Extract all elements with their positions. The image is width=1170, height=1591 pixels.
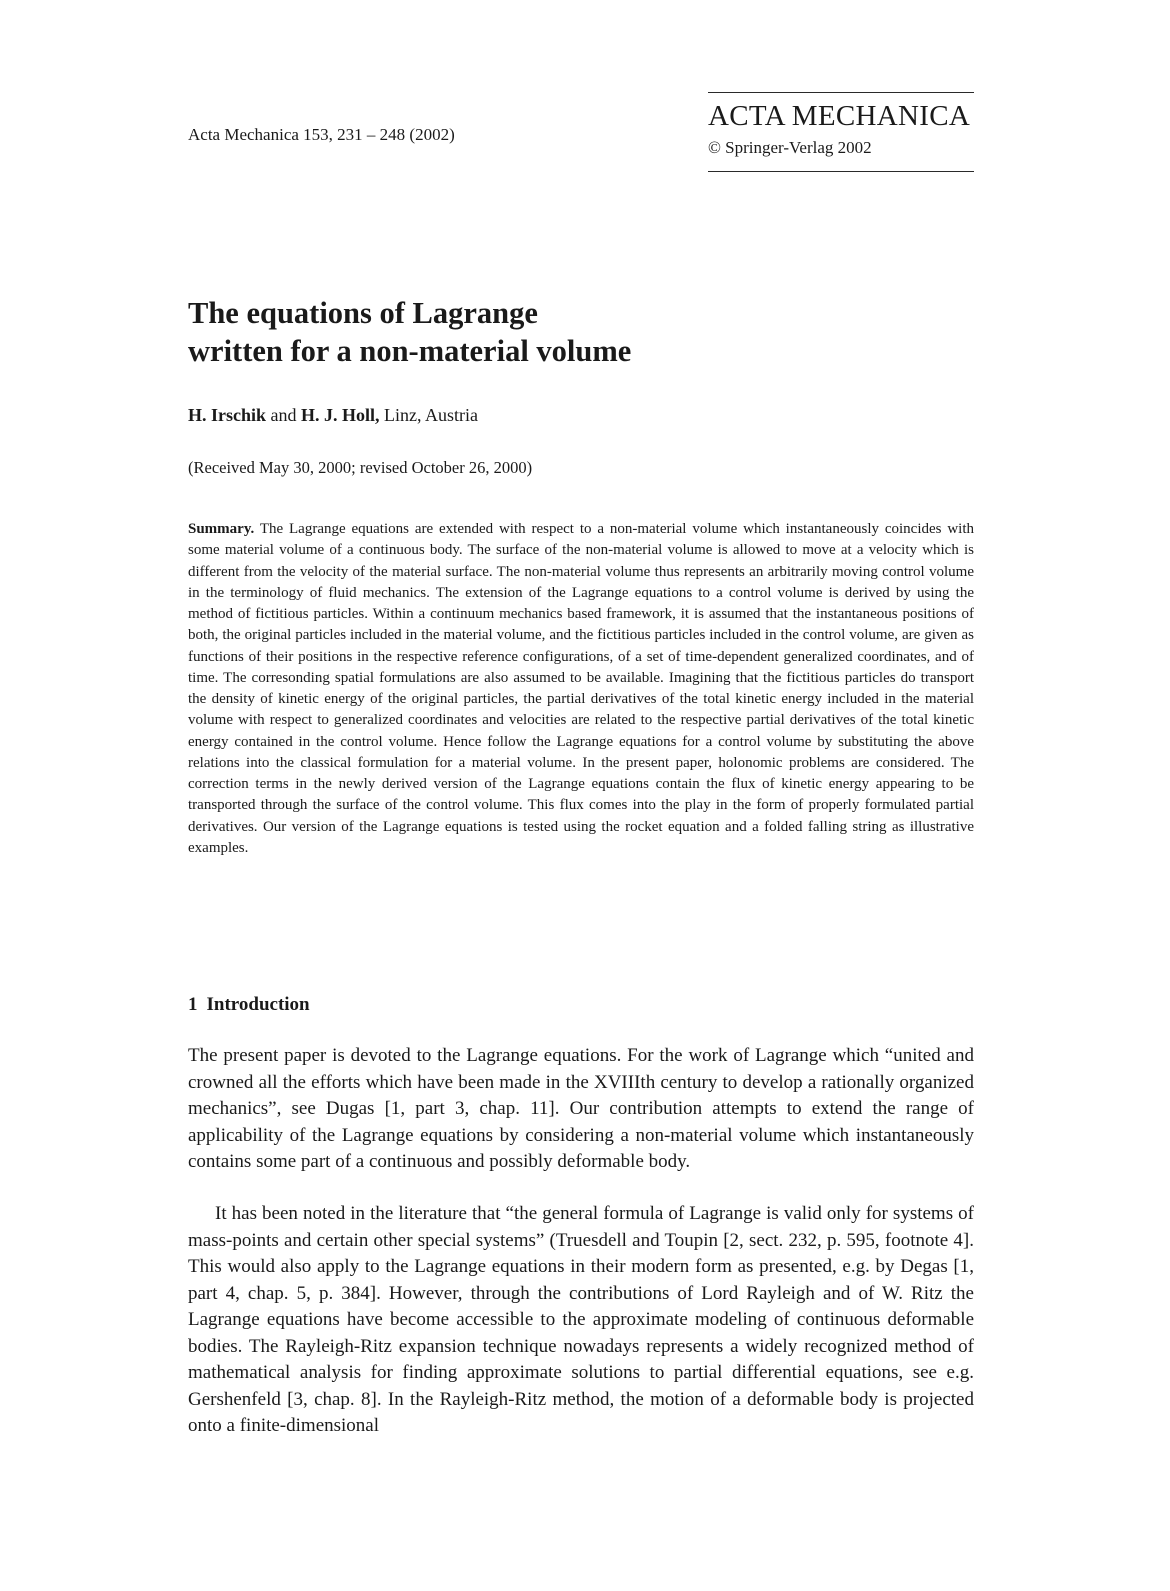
section-title: Introduction: [206, 994, 310, 1015]
masthead-top-rule: [708, 92, 974, 93]
summary-text: The Lagrange equations are extended with respect to a non-material volume which instantaneously coincides with some material volume of a continuous body. The surface of the non-material volume is allowed to move at a velocity which is different from the velocity of the material surface. The non-material volume thus represents an arbitrarily moving control volume in the terminology of fluid mechanics. The extension of the Lagrange equations to a control volume is derived by using the method of fictitious particles. Within a continuum mechanics based framework, it is assumed that the instantaneous positions of both, the original particles included in the material volume, and the fictitious particles included in the control volume, are given as functions of their positions in the respective reference configurations, of a set of time-dependent generalized coordinates, and of time. The corresonding spatial formulations are also assumed to be available. Imagining that the fictitious particles do transport the density of kinetic energy of the original particles, the partial derivatives of the total kinetic energy included in the material volume with respect to generalized coordinates and velocities are related to the respective partial derivatives of the total kinetic energy contained in the control volume. Hence follow the Lagrange equations for a control volume by substituting the above relations into the classical formulation for a material volume. In the present paper, holonomic problems are considered. The correction terms in the newly derived version of the Lagrange equations contain the flux of kinetic energy appearing to be transported through the surface of the control volume. This flux comes into the play in the form of properly formulated partial derivatives. Our version of the Lagrange equations is tested using the rocket equation and a folded falling string as illustrative examples.: [188, 521, 974, 856]
received-dates: (Received May 30, 2000; revised October 26, 2000): [188, 458, 533, 477]
section-heading-introduction: [188, 994, 310, 1016]
paper-title: [188, 294, 988, 370]
author-1: H. Irschik: [188, 405, 267, 425]
masthead-bottom-rule: [708, 171, 974, 172]
intro-paragraph-2: It has been noted in the literature that “the general formula of Lagrange is valid only for systems of mass-points and certain other special systems” (Truesdell and Toupin [2, sect. 232, p. 595, footnote 4]. This would also apply to the Lagrange equations in their modern form as presented, e.g. by Degas [1, part 4, chap. 5, p. 384]. However, through the contributions of Lord Rayleigh and of W. Ritz the Lagrange equations have become accessible to the approximate modeling of continuous deformable bodies. The Rayleigh-Ritz expansion technique nowadays represents a widely recognized method of mathematical analysis for finding approximate solutions to partial differential equations, see e.g. Gershenfeld [3, chap. 8]. In the Rayleigh-Ritz method, the motion of a deformable body is projected onto a finite-dimensional: [188, 1203, 974, 1436]
summary-abstract: [188, 519, 974, 859]
title-line-1: The equations of Lagrange: [188, 296, 538, 330]
title-line-2: written for a non-material volume: [188, 334, 632, 368]
journal-name: ACTA MECHANICA: [708, 100, 971, 132]
author-affiliation: Linz, Austria: [379, 405, 479, 425]
journal-masthead: [708, 92, 974, 172]
author-2: H. J. Holl,: [301, 405, 380, 425]
summary-label: Summary.: [188, 521, 255, 537]
copyright-notice: © Springer-Verlag 2002: [708, 138, 872, 157]
author-conjunction: and: [266, 405, 302, 425]
intro-paragraph-1: The present paper is devoted to the Lagrange equations. For the work of Lagrange which “united and crowned all the efforts which have been made in the XVIIIth century to develop a rationally organized mechanics”, see Dugas [1, part 3, chap. 11]. Our contribution attempts to extend the range of applicability of the Lagrange equations by considering a non-material volume which instantaneously contains some part of a continuous and possibly deformable body.: [188, 1045, 974, 1172]
section-number: 1: [188, 994, 198, 1015]
author-line: [188, 405, 478, 426]
journal-citation: Acta Mechanica 153, 231 – 248 (2002): [188, 125, 455, 144]
